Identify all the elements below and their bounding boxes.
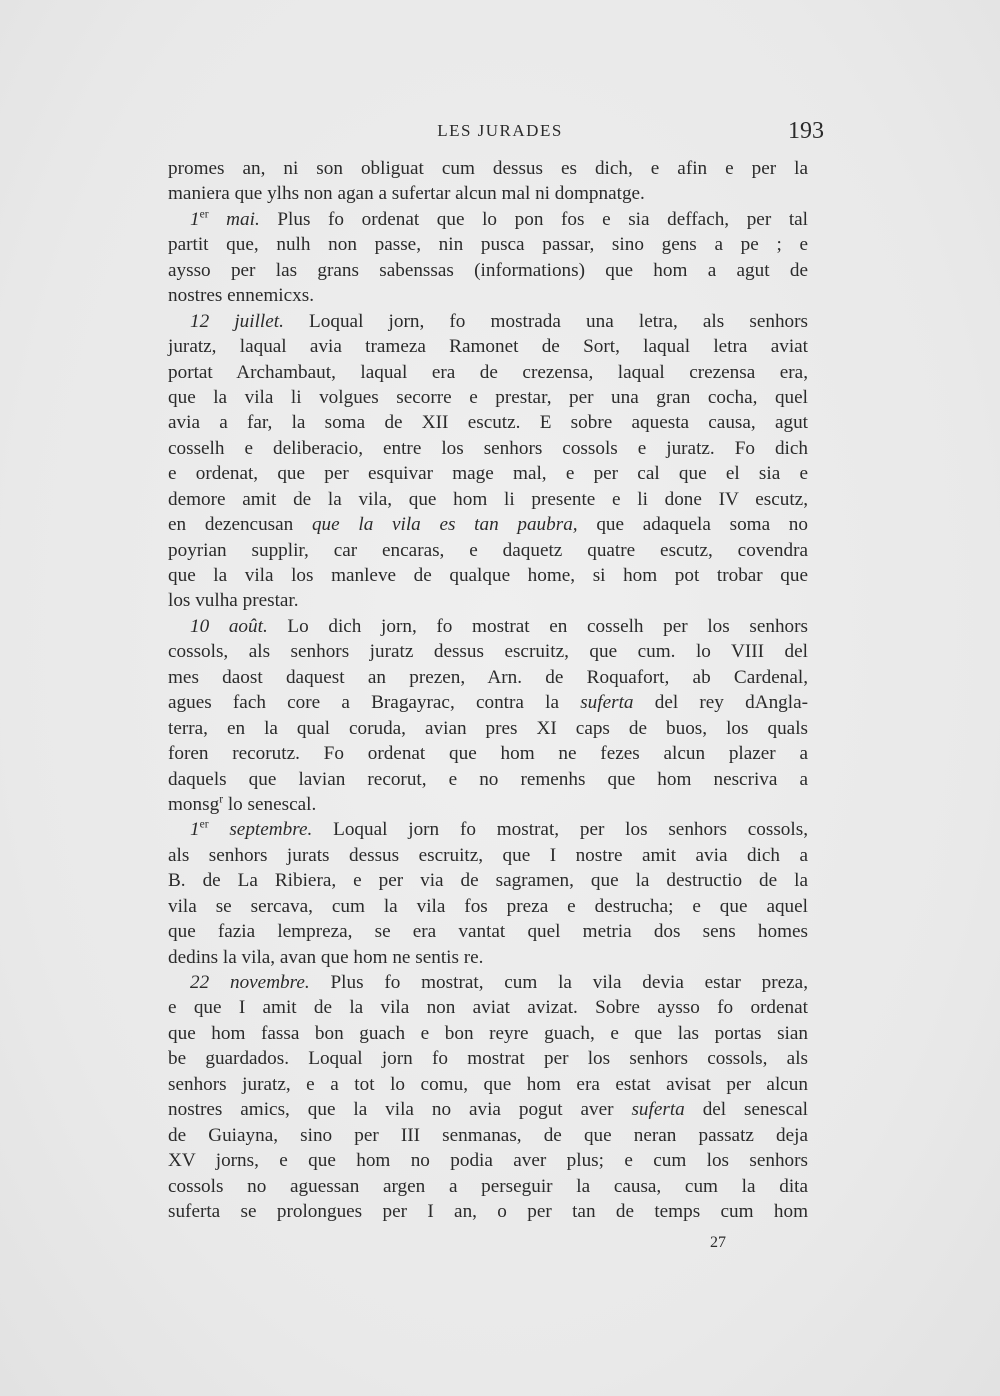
- superscript: er: [199, 208, 209, 221]
- text-run: e que I amit de la vila non aviat avizat. Sobre aysso fo ordenat: [168, 997, 808, 1019]
- italic-text: 1: [190, 208, 200, 230]
- signature-mark: 27: [710, 1234, 726, 1251]
- text-run: que la vila li volgues secorre e prestar, per una gran cocha, quel: [168, 386, 808, 408]
- text-line: [168, 410, 808, 435]
- text-run: suferta se prolongues per I an, o per tan de temps cum hom: [168, 1200, 808, 1222]
- text-run: del senescal: [684, 1099, 808, 1121]
- text-run: daquels que lavian recorut, e no remenhs que hom nescriva a: [168, 768, 808, 790]
- text-line: [168, 436, 808, 461]
- italic-text: 10 août.: [190, 615, 268, 637]
- text-run: XV jorns, e que hom no podia aver plus; e cum los senhors: [168, 1150, 808, 1172]
- text-line: [168, 945, 808, 970]
- italic-text: suferta: [580, 692, 634, 714]
- text-line: [168, 487, 808, 512]
- text-line: [168, 767, 808, 792]
- text-run: demore amit de la vila, que hom li presente e li done IV escutz,: [168, 488, 808, 510]
- text-run: agues fach core a Bragayrac, contra la: [168, 692, 581, 714]
- text-line: [168, 461, 808, 486]
- text-run: en dezencusan: [168, 514, 312, 536]
- text-run: cossols no aguessan argen a perseguir la causa, cum la dita: [168, 1175, 808, 1197]
- text-line: [168, 181, 808, 206]
- text-line: [168, 690, 808, 715]
- text-run: portat Archambaut, laqual era de crezensa, laqual crezensa era,: [168, 361, 808, 383]
- text-line: [168, 385, 808, 410]
- italic-text: septembre.: [208, 819, 313, 841]
- text-run: juratz, laqual avia trameza Ramonet de Sort, laqual letra aviat: [168, 336, 808, 358]
- text-line: [168, 894, 808, 919]
- text-line: [168, 843, 808, 868]
- text-run: nostres ennemicxs.: [168, 285, 315, 307]
- text-run: que hom fassa bon guach e bon reyre guach, e que las portas sian: [168, 1022, 808, 1044]
- text-line: [168, 1097, 808, 1122]
- text-run: Plus fo mostrat, cum la vila devia estar preza,: [309, 972, 808, 993]
- text-run: dedins la vila, avan que hom ne sentis re.: [168, 946, 484, 968]
- text-line: [168, 1199, 808, 1224]
- italic-text: 12 juillet.: [190, 310, 284, 332]
- page-number: 193: [788, 118, 824, 144]
- text-line: [168, 360, 808, 385]
- italic-text: suferta: [631, 1099, 685, 1121]
- text-run: monsg: [168, 793, 220, 815]
- text-run: foren recorutz. Fo ordenat que hom ne fezes alcun plazer a: [168, 743, 808, 765]
- text-line: [168, 1148, 808, 1173]
- text-run: mes daost daquest an prezen, Arn. de Roquafort, ab Cardenal,: [168, 666, 808, 688]
- text-run: maniera que ylhs non agan a sufertar alcun mal ni dompnatge.: [168, 183, 645, 205]
- text-line: [168, 283, 808, 308]
- text-line: [168, 716, 808, 741]
- body-text: [168, 156, 808, 1224]
- text-line: [168, 232, 808, 257]
- italic-text: que la vila es tan paubra,: [311, 514, 578, 536]
- text-line: [168, 512, 808, 537]
- text-line: [168, 995, 808, 1020]
- text-run: que la vila los manleve de qualque home, si hom pot trobar que: [168, 565, 808, 586]
- text-run: Plus fo ordenat que lo pon fos e sia deffach, per tal: [259, 208, 809, 230]
- text-line: [168, 1123, 808, 1148]
- superscript: er: [199, 818, 209, 831]
- text-line: [168, 258, 808, 283]
- page-header: [0, 118, 1000, 148]
- superscript: r: [219, 793, 224, 806]
- text-run: Loqual jorn fo mostrat, per los senhors cossols,: [312, 819, 808, 841]
- text-run: avia a far, la soma de XII escutz. E sobre aquesta causa, agut: [168, 412, 808, 434]
- text-line: [168, 817, 808, 842]
- text-line: [168, 156, 808, 181]
- text-run: promes an, ni son obliguat cum dessus es dich, e afin e per la: [168, 158, 808, 179]
- text-line: [168, 665, 808, 690]
- running-head: LES JURADES: [437, 121, 563, 140]
- text-line: [168, 309, 808, 334]
- text-run: poyrian supplir, car encaras, e daquetz quatre escutz, covendra: [168, 539, 808, 561]
- text-line: [168, 1072, 808, 1097]
- text-line: [168, 741, 808, 766]
- italic-text: 1: [190, 819, 200, 841]
- text-run: senhors juratz, e a tot lo comu, que hom era estat avisat per alcun: [168, 1073, 808, 1095]
- text-line: [168, 868, 808, 893]
- text-line: [168, 1021, 808, 1046]
- text-run: Lo dich jorn, fo mostrat en cosselh per los senhors: [267, 615, 808, 637]
- text-run: terra, en la qual coruda, avian pres XI caps de buos, los quals: [168, 717, 808, 739]
- text-line: [168, 538, 808, 563]
- text-line: [168, 563, 808, 588]
- text-run: Loqual jorn, fo mostrada una letra, als senhors: [283, 310, 809, 332]
- text-run: lo senescal.: [223, 793, 317, 815]
- text-run: cossols, als senhors juratz dessus escruitz, que cum. lo VIII del: [168, 641, 808, 663]
- text-run: vila se sercava, cum la vila fos preza e destrucha; e que aquel: [168, 895, 808, 917]
- text-run: e ordenat, que per esquivar mage mal, e per cal que el sia e: [168, 463, 808, 485]
- text-line: [168, 334, 808, 359]
- text-run: be guardados. Loqual jorn fo mostrat per los senhors cossols, als: [168, 1048, 808, 1070]
- text-line: [168, 207, 808, 232]
- text-run: als senhors jurats dessus escruitz, que I nostre amit avia dich a: [168, 844, 808, 866]
- italic-text: 22 novembre.: [190, 972, 310, 993]
- text-line: [168, 614, 808, 639]
- text-run: de Guiayna, sino per III senmanas, de que neran passatz deja: [168, 1124, 808, 1146]
- text-line: [168, 588, 808, 613]
- text-run: del rey dAngla-: [633, 692, 808, 714]
- text-line: [168, 639, 808, 664]
- text-line: [168, 919, 808, 944]
- text-line: [168, 1174, 808, 1199]
- text-run: aysso per las grans sabenssas (informations) que hom a agut de: [168, 259, 808, 281]
- text-run: los vulha prestar.: [168, 590, 299, 612]
- text-run: cosselh e deliberacio, entre los senhors cossols e juratz. Fo dich: [168, 437, 808, 459]
- text-run: que fazia lempreza, se era vantat quel metria dos sens homes: [168, 921, 808, 943]
- text-line: [168, 792, 808, 817]
- text-run: que adaquela soma no: [577, 514, 808, 536]
- text-run: B. de La Ribiera, e per via de sagramen, que la destructio de la: [168, 870, 808, 892]
- text-line: [168, 1046, 808, 1071]
- text-run: nostres amics, que la vila no avia pogut aver: [168, 1099, 632, 1121]
- text-run: partit que, nulh non passe, nin pusca passar, sino gens a pe ; e: [168, 234, 808, 256]
- text-line: [168, 970, 808, 995]
- italic-text: mai.: [208, 208, 260, 230]
